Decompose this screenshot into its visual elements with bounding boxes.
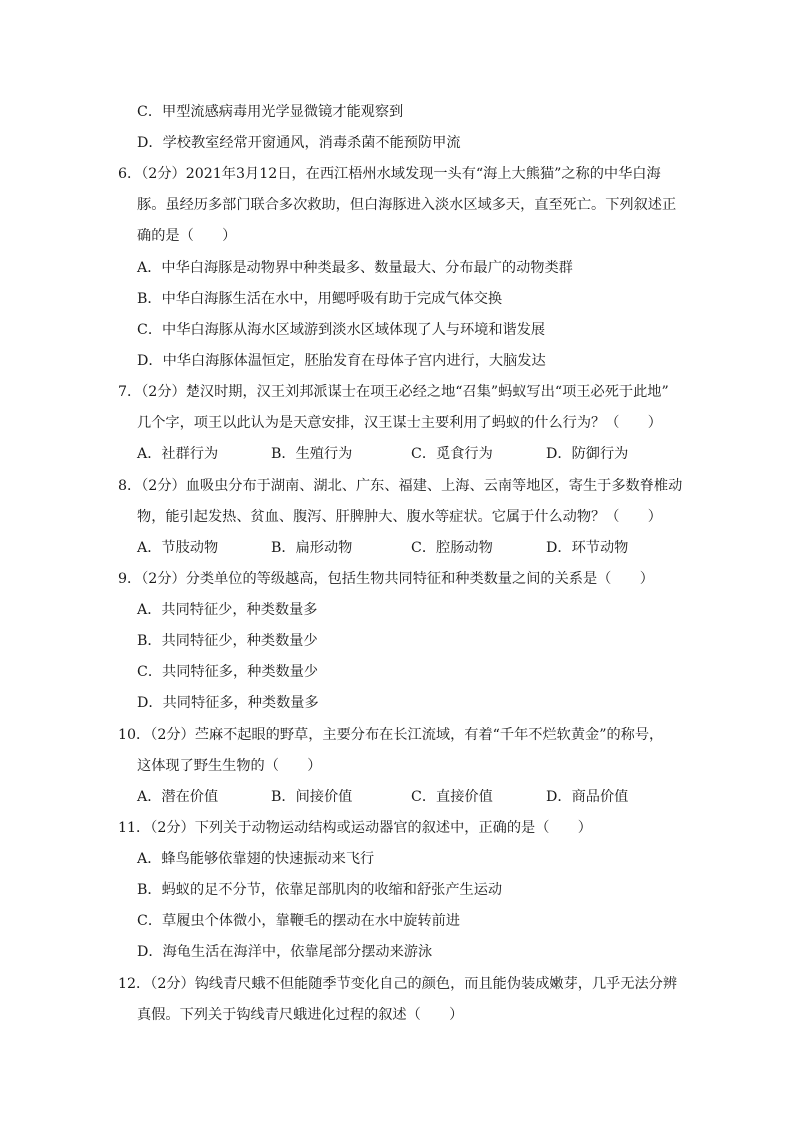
q6-option-d: D．中华白海豚体温恒定，胚胎发育在母体子宫内进行，大脑发达 [137,353,546,369]
q8-option-d: D．环节动物 [546,540,629,556]
q10-option-b: B．间接价值 [271,789,353,805]
q11-option-c: C．草履虫个体微小，靠鞭毛的摆动在水中旋转前进 [137,913,460,929]
q7-option-d: D．防御行为 [546,446,629,462]
q7-option-c: C．觅食行为 [411,446,493,462]
q11-option-d: D．海龟生活在海洋中，依靠尾部分摆动来游泳 [137,944,433,960]
q7-option-a: A．社群行为 [137,446,219,462]
q10-stem-line-1: 10．（2分）苎麻不起眼的野草，主要分布在长江流域，有着“千年不烂软黄金”的称号， [118,727,664,743]
q9-option-b: B．共同特征少，种类数量少 [137,633,318,649]
q6-stem-line-2: 豚。虽经历多部门联合多次救助，但白海豚进入淡水区域多天，直至死亡。下列叙述正 [137,197,677,213]
q11-option-b: B．蚂蚁的足不分节，依靠足部肌肉的收缩和舒张产生运动 [137,882,503,898]
q7-options-row [0,444,794,464]
q12-stem-line-2: 真假。下列关于钩线青尺蛾进化过程的叙述（ ） [137,1007,464,1023]
q10-option-d: D．商品价值 [546,789,629,805]
q6-stem-line-1: 6．（2分）2021年3月12日，在西江梧州水域发现一头有“海上大熊猫”之称的中华白海 [118,166,661,182]
q6-stem-line-3: 确的是（ ） [137,228,237,244]
q9-stem: 9．（2分）分类单位的等级越高，包括生物共同特征和种类数量之间的关系是（ ） [118,571,654,587]
q9-option-c: C．共同特征多，种类数量少 [137,664,319,680]
q6-option-c: C．中华白海豚从海水区域游到淡水区域体现了人与环境和谐发展 [137,322,546,338]
q8-option-b: B．扁形动物 [271,540,353,556]
q10-options-row [0,787,794,807]
q8-stem-line-1: 8．（2分）血吸虫分布于湖南、湖北、广东、福建、上海、云南等地区，寄生于多数脊椎动 [118,478,683,494]
q8-stem-line-2: 物，能引起发热、贫血、腹泻、肝脾肿大、腹水等症状。它属于什么动物？（ ） [137,509,662,525]
q9-option-d: D．共同特征多，种类数量多 [137,695,319,711]
q7-stem-line-2: 几个字，项王以此认为是天意安排，汉王谋士主要利用了蚂蚁的什么行为？（ ） [137,415,662,431]
q10-stem-line-2: 这体现了野生生物的（ ） [137,758,322,774]
q6-option-b: B．中华白海豚生活在水中，用鳃呼吸有助于完成气体交换 [137,291,503,307]
q8-option-c: C．腔肠动物 [411,540,493,556]
q5-option-c: C．甲型流感病毒用光学显微镜才能观察到 [137,104,404,120]
q7-option-b: B．生殖行为 [271,446,353,462]
q11-option-a: A．蜂鸟能够依靠翅的快速振动来飞行 [137,851,375,867]
q12-stem-line-1: 12．（2分）钩线青尺蛾不但能随季节变化自己的颜色，而且能伪装成嫩芽，几乎无法分辨 [118,976,678,992]
q5-option-d: D．学校教室经常开窗通风，消毒杀菌不能预防甲流 [137,135,461,151]
q9-option-a: A．共同特征少，种类数量多 [137,602,318,618]
q7-stem-line-1: 7．（2分）楚汉时期，汉王刘邦派谋士在项王必经之地“召集”蚂蚁写出“项王必死于此地” [118,384,669,400]
q6-option-a: A．中华白海豚是动物界中种类最多、数量最大、分布最广的动物类群 [137,260,573,276]
q10-option-a: A．潜在价值 [137,789,219,805]
q8-option-a: A．节肢动物 [137,540,219,556]
q8-options-row [0,538,794,558]
q10-option-c: C．直接价值 [411,789,493,805]
q11-stem: 11．（2分）下列关于动物运动结构或运动器官的叙述中，正确的是（ ） [118,820,592,836]
